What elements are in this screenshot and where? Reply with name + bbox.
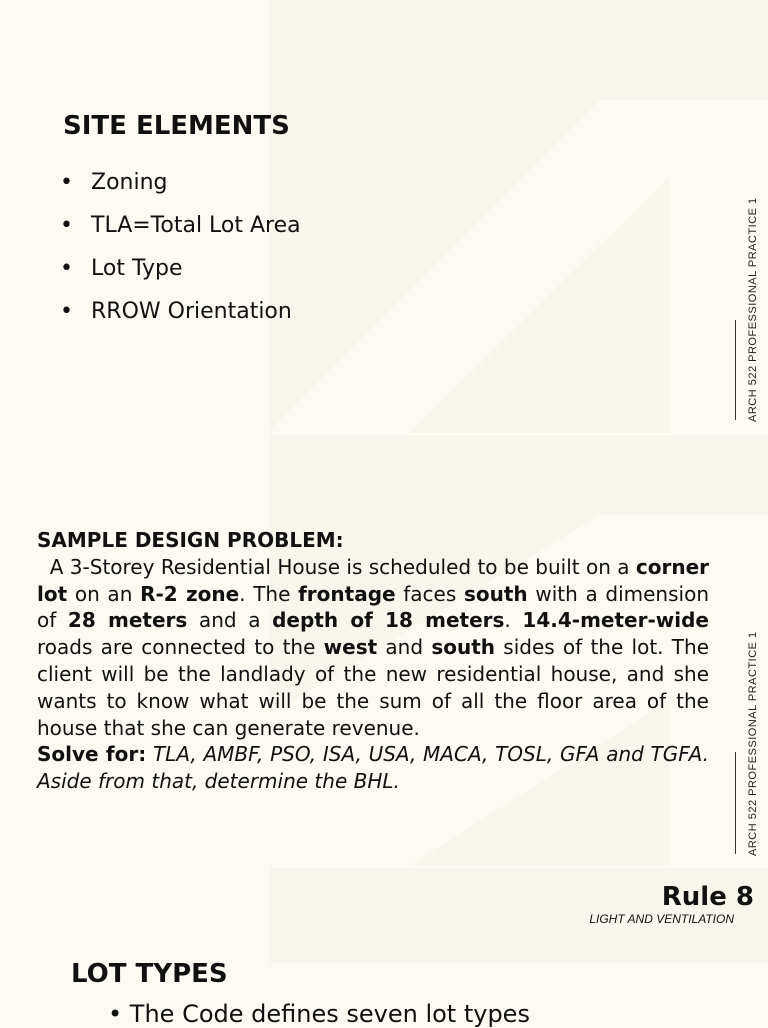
bullet-item — [60, 254, 301, 297]
slide-title: SITE ELEMENTS — [63, 111, 290, 141]
bullet-text: Lot Type — [91, 256, 183, 281]
bullet-item — [60, 168, 301, 211]
bullet-icon: • — [60, 299, 73, 324]
bullet-icon: • — [60, 213, 73, 238]
rule-title: Rule 8 — [661, 882, 754, 912]
problem-text: and — [377, 635, 432, 660]
bullet-list — [60, 168, 301, 340]
design-problem — [37, 527, 709, 795]
side-divider — [735, 320, 736, 420]
side-divider — [735, 752, 736, 854]
bullet-icon: • — [60, 256, 73, 281]
problem-emphasis: depth of 18 meters — [272, 608, 505, 633]
bullet-item — [60, 211, 301, 254]
bullet-icon: • — [108, 1000, 123, 1028]
problem-text: A 3-Storey Residential House is scheduled to be built on a — [49, 554, 636, 579]
problem-emphasis: corner lot — [37, 554, 710, 606]
problem-emphasis: R-2 zone — [140, 581, 240, 606]
problem-text: and a — [187, 608, 273, 633]
course-side-label: ARCH 522 PROFESSIONAL PRACTICE 1 — [747, 631, 759, 856]
problem-heading: SAMPLE DESIGN PROBLEM: — [37, 528, 344, 552]
problem-emphasis: south — [463, 581, 528, 606]
problem-text: roads are connected to the — [37, 635, 324, 660]
problem-text: sides of the lot. The client will be the landlady of the new residential house, and she wants to know what will be the sum of all the floor area of the house that she can generate revenue. — [37, 635, 709, 740]
background-shape — [270, 435, 768, 515]
rule-subtitle: LIGHT AND VENTILATION — [589, 912, 734, 926]
bullet-icon: • — [60, 170, 73, 195]
bullet-text: RROW Orientation — [91, 299, 292, 324]
problem-emphasis: west — [323, 635, 378, 660]
problem-text: with a dimension of — [37, 581, 709, 633]
bullet-text: Zoning — [91, 170, 168, 195]
problem-text: faces — [395, 581, 464, 606]
problem-emphasis: south — [431, 635, 496, 660]
problem-emphasis: 28 meters — [67, 608, 188, 633]
problem-emphasis: frontage — [298, 581, 396, 606]
bullet-text: TLA=Total Lot Area — [91, 213, 301, 238]
lot-types-title: LOT TYPES — [71, 959, 228, 989]
problem-text: . — [504, 608, 523, 633]
course-side-label: ARCH 522 PROFESSIONAL PRACTICE 1 — [747, 197, 759, 422]
bullet-item — [60, 297, 301, 340]
problem-emphasis: 14.4-meter-wide — [522, 608, 709, 633]
bullet-text: The Code defines seven lot types — [129, 1000, 530, 1028]
background-shape — [270, 0, 768, 100]
solve-text: TLA, AMBF, PSO, ISA, USA, MACA, TOSL, GFA and TGFA. Aside from that, determine the BHL. — [37, 742, 709, 794]
problem-text: . The — [239, 581, 299, 606]
solve-label: Solve for: — [37, 742, 147, 767]
problem-text: on an — [67, 581, 141, 606]
